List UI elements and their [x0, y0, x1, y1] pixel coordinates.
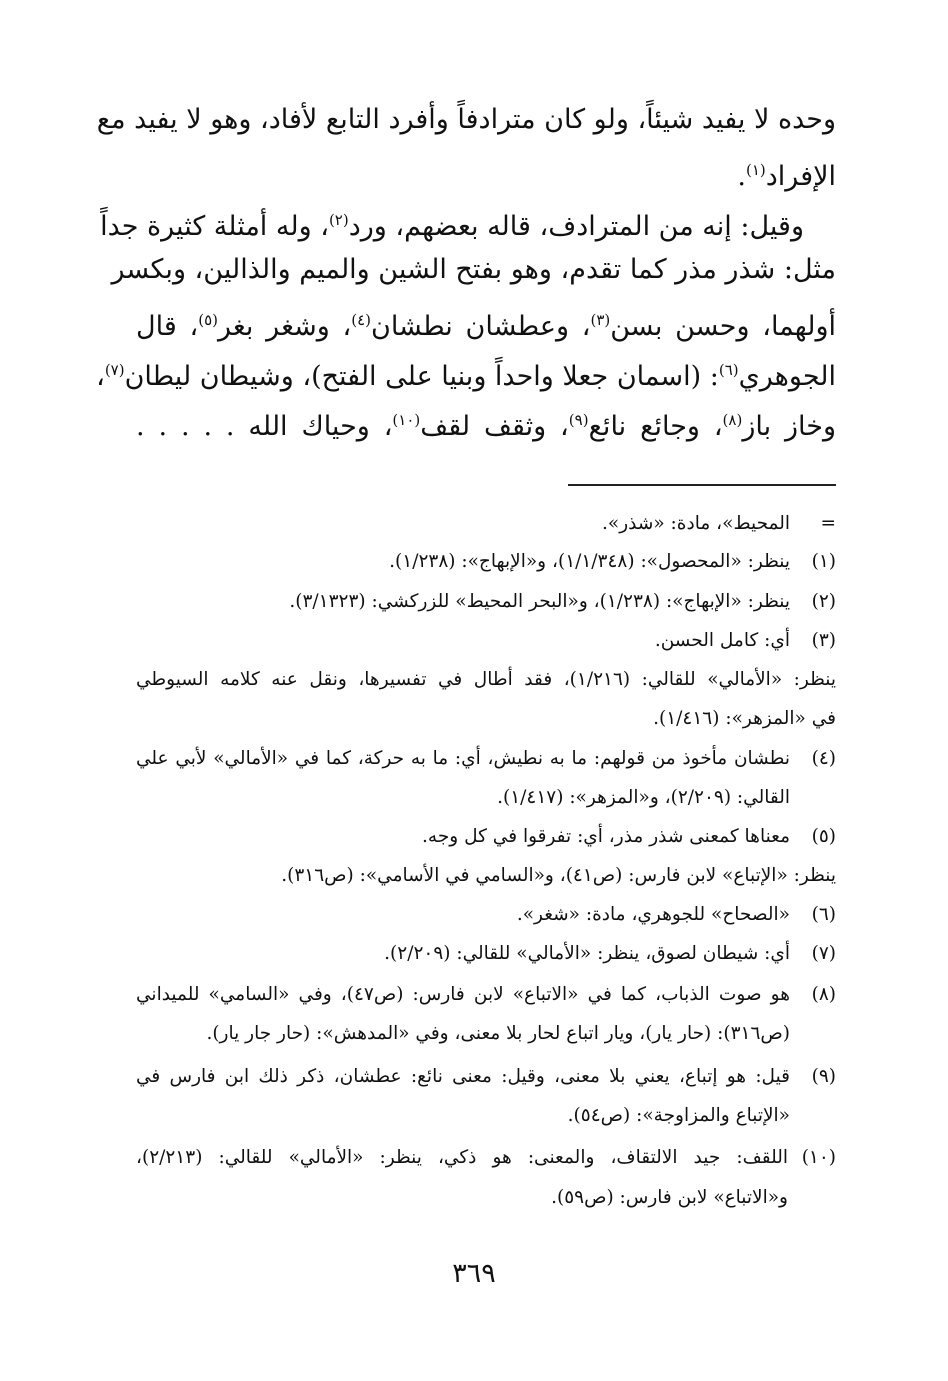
body-text: ، وجائع نائع: [588, 411, 723, 442]
footnote-8-line-1: هو صوت الذباب، كما في «الاتباع» لابن فارس: (ص٤٧)، وفي «السامي» للميداني: [136, 984, 790, 1005]
footnote-1: ينظر: «المحصول»: (١/١/٣٤٨)، و«الإبهاج»: (١/٢٣٨).: [389, 551, 790, 572]
body-text: وحده لا يفيد شيئاً، ولو كان مترادفاً وأفرد التابع لأفاد، وهو لا يفيد مع: [96, 104, 836, 135]
footnote-number-10: (١٠): [801, 1147, 836, 1168]
footnote-separator: [568, 484, 836, 486]
footnote-2: ينظر: «الإبهاج»: (١/٢٣٨)، و«البحر المحيط» للزركشي: (٣/١٣٢٣).: [289, 591, 790, 612]
footnote-ref[interactable]: (٩): [568, 411, 589, 429]
footnote-ref[interactable]: (٢): [328, 211, 349, 229]
footnote-ref[interactable]: (٥): [198, 311, 218, 329]
body-text: أولهما، وحسن بسن: [610, 311, 837, 342]
footnote-8-line-2: (ص٣١٦): (حار يار)، ويار اتباع لحار بلا معنى، وفي «المدهش»: (حار جار يار).: [206, 1023, 790, 1044]
body-line-1: [96, 100, 836, 140]
footnote-5-line-2: ينظر: «الإتباع» لابن فارس: (ص٤١)، و«السامي في الأسامي»: (ص٣١٦).: [281, 865, 836, 886]
body-text: ، وحياك الله . . . . .: [136, 411, 393, 442]
body-text: ، وشغر بغر: [218, 311, 352, 342]
body-line-5: [136, 300, 836, 347]
body-text: وخاز باز: [742, 411, 836, 442]
body-line-4: [111, 250, 836, 290]
body-text: : (اسمان جعلا واحداً وبنيا على الفتح)، وشيطان ليطان: [124, 361, 719, 392]
page-number: ٣٦٩: [452, 1258, 496, 1289]
footnote-3-line-1: أي: كامل الحسن.: [654, 630, 790, 651]
footnote-10-line-1: اللقف: جيد الالتقاف، والمعنى: هو ذكي، ينظر: «الأمالي» للقالي: (٢/٢١٣)،: [136, 1147, 788, 1168]
footnote-number-7: (٧): [811, 943, 836, 964]
body-line-6: [96, 350, 836, 397]
footnote-number-4: (٤): [811, 748, 836, 769]
footnote-ref[interactable]: (٤): [351, 311, 371, 329]
footnote-9-line-2: «الإتباع والمزاوجة»: (ص٥٤).: [567, 1105, 790, 1126]
footnote-10-line-2: و«الاتباع» لابن فارس: (ص٥٩).: [551, 1187, 788, 1208]
footnote-ref[interactable]: (١٠): [392, 411, 421, 429]
body-text: وقيل: إنه من المترادف، قاله بعضهم، ورد: [348, 211, 804, 242]
body-text: الإفراد: [765, 161, 836, 192]
body-text: ، وثقف لقف: [420, 411, 569, 442]
footnote-4-line-1: نطشان مأخوذ من قولهم: ما به نطيش، أي: ما به حركة، كما في «الأمالي» لأبي علي: [136, 748, 790, 769]
body-text: ، وعطشان نطشان: [371, 311, 591, 342]
footnote-3-line-2: ينظر: «الأمالي» للقالي: (١/٢١٦)، فقد أطال في تفسيرها، ونقل عنه كلامه السيوطي: [136, 669, 837, 690]
footnote-continuation: المحيط»، مادة: «شذر».: [602, 513, 790, 534]
body-line-7: [136, 400, 836, 447]
footnote-number-3: (٣): [811, 630, 836, 651]
footnote-number-5: (٥): [811, 826, 836, 847]
footnote-ref[interactable]: (٧): [104, 361, 125, 379]
body-text: .: [737, 161, 746, 192]
footnote-ref[interactable]: (٦): [718, 361, 739, 379]
footnote-4-line-2: القالي: (٢/٢٠٩)، و«المزهر»: (١/٤١٧).: [497, 787, 790, 808]
footnote-number-1: (١): [811, 551, 836, 572]
body-text: ، قال: [136, 311, 199, 342]
footnote-number-9: (٩): [811, 1066, 836, 1087]
footnote-3-line-3: في «المزهر»: (١/٤١٦).: [653, 708, 836, 729]
body-text: ،: [96, 361, 105, 392]
footnote-5-line-1: معناها كمعنى شذر مذر، أي: تفرقوا في كل وجه.: [422, 826, 790, 847]
footnote-ref[interactable]: (١): [745, 161, 766, 179]
footnote-9-line-1: قيل: هو إتباع، يعني بلا معنى، وقيل: معنى نائع: عطشان، ذكر ذلك ابن فارس في: [136, 1066, 790, 1087]
body-line-2: [136, 150, 836, 197]
body-line-3: [100, 200, 836, 247]
body-text: الجوهري: [738, 361, 836, 392]
footnote-6: «الصحاح» للجوهري، مادة: «شغر».: [516, 904, 790, 925]
body-text: مثل: شذر مذر كما تقدم، وهو بفتح الشين والميم والذالين، وبكسر: [111, 254, 836, 285]
footnote-number-6: (٦): [811, 904, 836, 925]
footnote-number-2: (٢): [811, 591, 836, 612]
footnote-ref[interactable]: (٣): [590, 311, 611, 329]
footnote-continuation-marker: =: [820, 513, 836, 534]
footnote-ref[interactable]: (٨): [722, 411, 743, 429]
footnote-7: أي: شيطان لصوق، ينظر: «الأمالي» للقالي: (٢/٢٠٩).: [384, 943, 790, 964]
body-text: ، وله أمثلة كثيرة جداً: [100, 211, 329, 242]
footnote-number-8: (٨): [811, 984, 836, 1005]
